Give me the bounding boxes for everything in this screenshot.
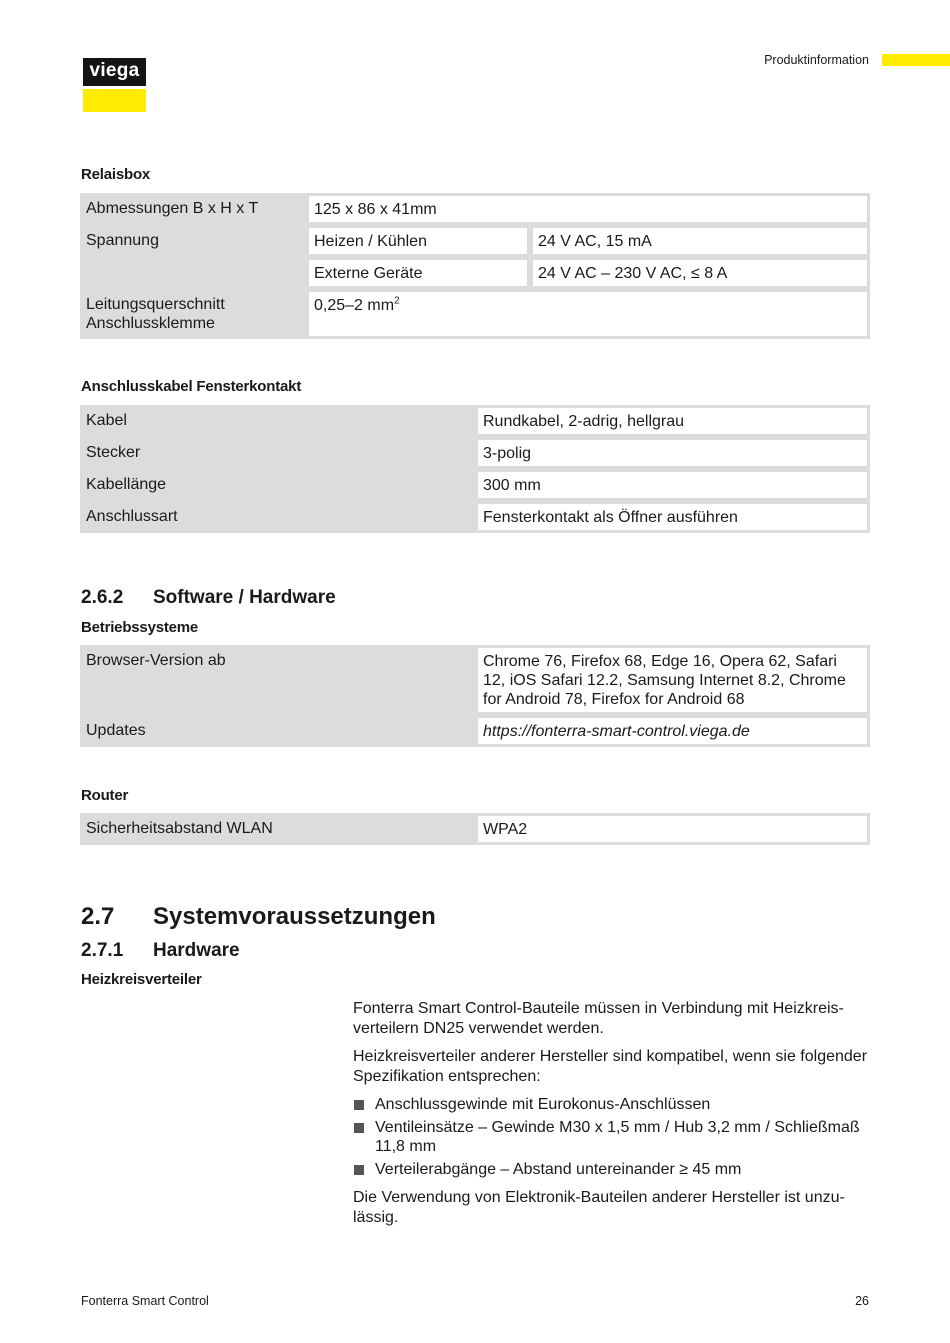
voltage-external-label: Externe Geräte bbox=[306, 257, 530, 289]
cable-row-value: 3-polig bbox=[475, 437, 870, 469]
software-table bbox=[80, 645, 870, 747]
footer-page-number: 26 bbox=[855, 1294, 869, 1308]
section-2-7-heading bbox=[81, 903, 436, 931]
paragraph: Fonterra Smart Control-Bauteile müssen in Verbindung mit Heizkreis-verteilern DN25 verwendet werden. bbox=[353, 1000, 844, 1037]
viega-logo bbox=[83, 58, 146, 112]
browser-label: Browser-Version ab bbox=[80, 645, 475, 715]
cable-row-label: Anschlussart bbox=[80, 501, 475, 533]
wire-value: 0,25–2 mm bbox=[314, 297, 395, 314]
section-2-6-2-heading bbox=[81, 587, 336, 609]
square-bullet-icon bbox=[354, 1165, 364, 1175]
relaisbox-table bbox=[80, 193, 870, 339]
paragraph: Die Verwendung von Elektronik-Bauteilen anderer Hersteller ist unzu-lässig. bbox=[353, 1189, 845, 1226]
table-row bbox=[80, 405, 870, 437]
router-title: Router bbox=[81, 787, 129, 804]
wire-section-label bbox=[80, 289, 306, 339]
voltage-external-value: 24 V AC – 230 V AC, ≤ 8 A bbox=[530, 257, 870, 289]
cable-row-value: Rundkabel, 2-adrig, hellgrau bbox=[475, 405, 870, 437]
table-row bbox=[80, 501, 870, 533]
section-number: 2.6.2 bbox=[81, 587, 124, 608]
manifold-title: Heizkreisverteiler bbox=[81, 971, 202, 988]
logo-yellow-block bbox=[83, 89, 146, 112]
wire-section-value bbox=[306, 289, 870, 339]
manifold-body bbox=[353, 999, 870, 1236]
cable-row-value: 300 mm bbox=[475, 469, 870, 501]
table-row bbox=[80, 813, 870, 845]
table-row bbox=[80, 469, 870, 501]
updates-label: Updates bbox=[80, 715, 475, 747]
relaisbox-title: Relaisbox bbox=[81, 166, 151, 183]
section-title: Hardware bbox=[153, 940, 240, 961]
cable-row-label: Stecker bbox=[80, 437, 475, 469]
table-row bbox=[80, 645, 870, 715]
footer-product: Fonterra Smart Control bbox=[81, 1294, 209, 1308]
router-table bbox=[80, 813, 870, 845]
cable-row-label: Kabel bbox=[80, 405, 475, 437]
voltage-label: Spannung bbox=[80, 225, 306, 289]
section-number: 2.7.1 bbox=[81, 940, 124, 961]
os-title: Betriebssysteme bbox=[81, 619, 199, 636]
voltage-heat-cool-label: Heizen / Kühlen bbox=[306, 225, 530, 257]
cable-row-label: Kabellänge bbox=[80, 469, 475, 501]
updates-link[interactable]: https://fonterra-smart-control.viega.de bbox=[475, 715, 870, 747]
section-title: Systemvoraussetzungen bbox=[153, 903, 436, 930]
logo-wordmark: viega bbox=[83, 58, 146, 86]
section-2-7-1-heading bbox=[81, 940, 240, 962]
list-item: Verteilerabgänge – Abstand untereinander ≥ 45 mm bbox=[353, 1160, 870, 1180]
dimensions-label: Abmessungen B x H x T bbox=[80, 193, 306, 225]
header-accent-bar bbox=[882, 54, 950, 66]
section-number: 2.7 bbox=[81, 903, 115, 930]
cable-row-value: Fensterkontakt als Öffner ausführen bbox=[475, 501, 870, 533]
cable-title: Anschlusskabel Fensterkontakt bbox=[81, 378, 302, 395]
voltage-heat-cool-value: 24 V AC, 15 mA bbox=[530, 225, 870, 257]
requirements-list bbox=[353, 1095, 870, 1179]
cable-table bbox=[80, 405, 870, 533]
browser-value: Chrome 76, Firefox 68, Edge 16, Opera 62, Safari 12, iOS Safari 12.2, Samsung Internet 8.2, Chrome for Android 78, Firefox for Android 68 bbox=[475, 645, 870, 715]
section-title: Software / Hardware bbox=[153, 587, 336, 608]
paragraph: Heizkreisverteiler anderer Hersteller sind kompatibel, wenn sie folgender Spezifikation entsprechen: bbox=[353, 1048, 868, 1085]
wire-label-line1: Leitungsquerschnitt bbox=[86, 296, 225, 313]
square-bullet-icon bbox=[354, 1123, 364, 1133]
table-row bbox=[80, 715, 870, 747]
table-row bbox=[80, 289, 870, 339]
list-item: Ventileinsätze – Gewinde M30 x 1,5 mm / Hub 3,2 mm / Schließmaß 11,8 mm bbox=[353, 1118, 870, 1157]
wire-label-line2: Anschlussklemme bbox=[86, 315, 215, 332]
table-row bbox=[80, 225, 870, 257]
wire-value-sup: 2 bbox=[394, 295, 400, 307]
table-row bbox=[80, 193, 870, 225]
list-item: Anschlussgewinde mit Eurokonus-Anschlüssen bbox=[353, 1095, 870, 1115]
square-bullet-icon bbox=[354, 1100, 364, 1110]
header-label: Produktinformation bbox=[764, 53, 869, 67]
router-label: Sicherheitsabstand WLAN bbox=[80, 813, 475, 845]
router-value: WPA2 bbox=[475, 813, 870, 845]
dimensions-value: 125 x 86 x 41mm bbox=[306, 193, 870, 225]
table-row bbox=[80, 437, 870, 469]
